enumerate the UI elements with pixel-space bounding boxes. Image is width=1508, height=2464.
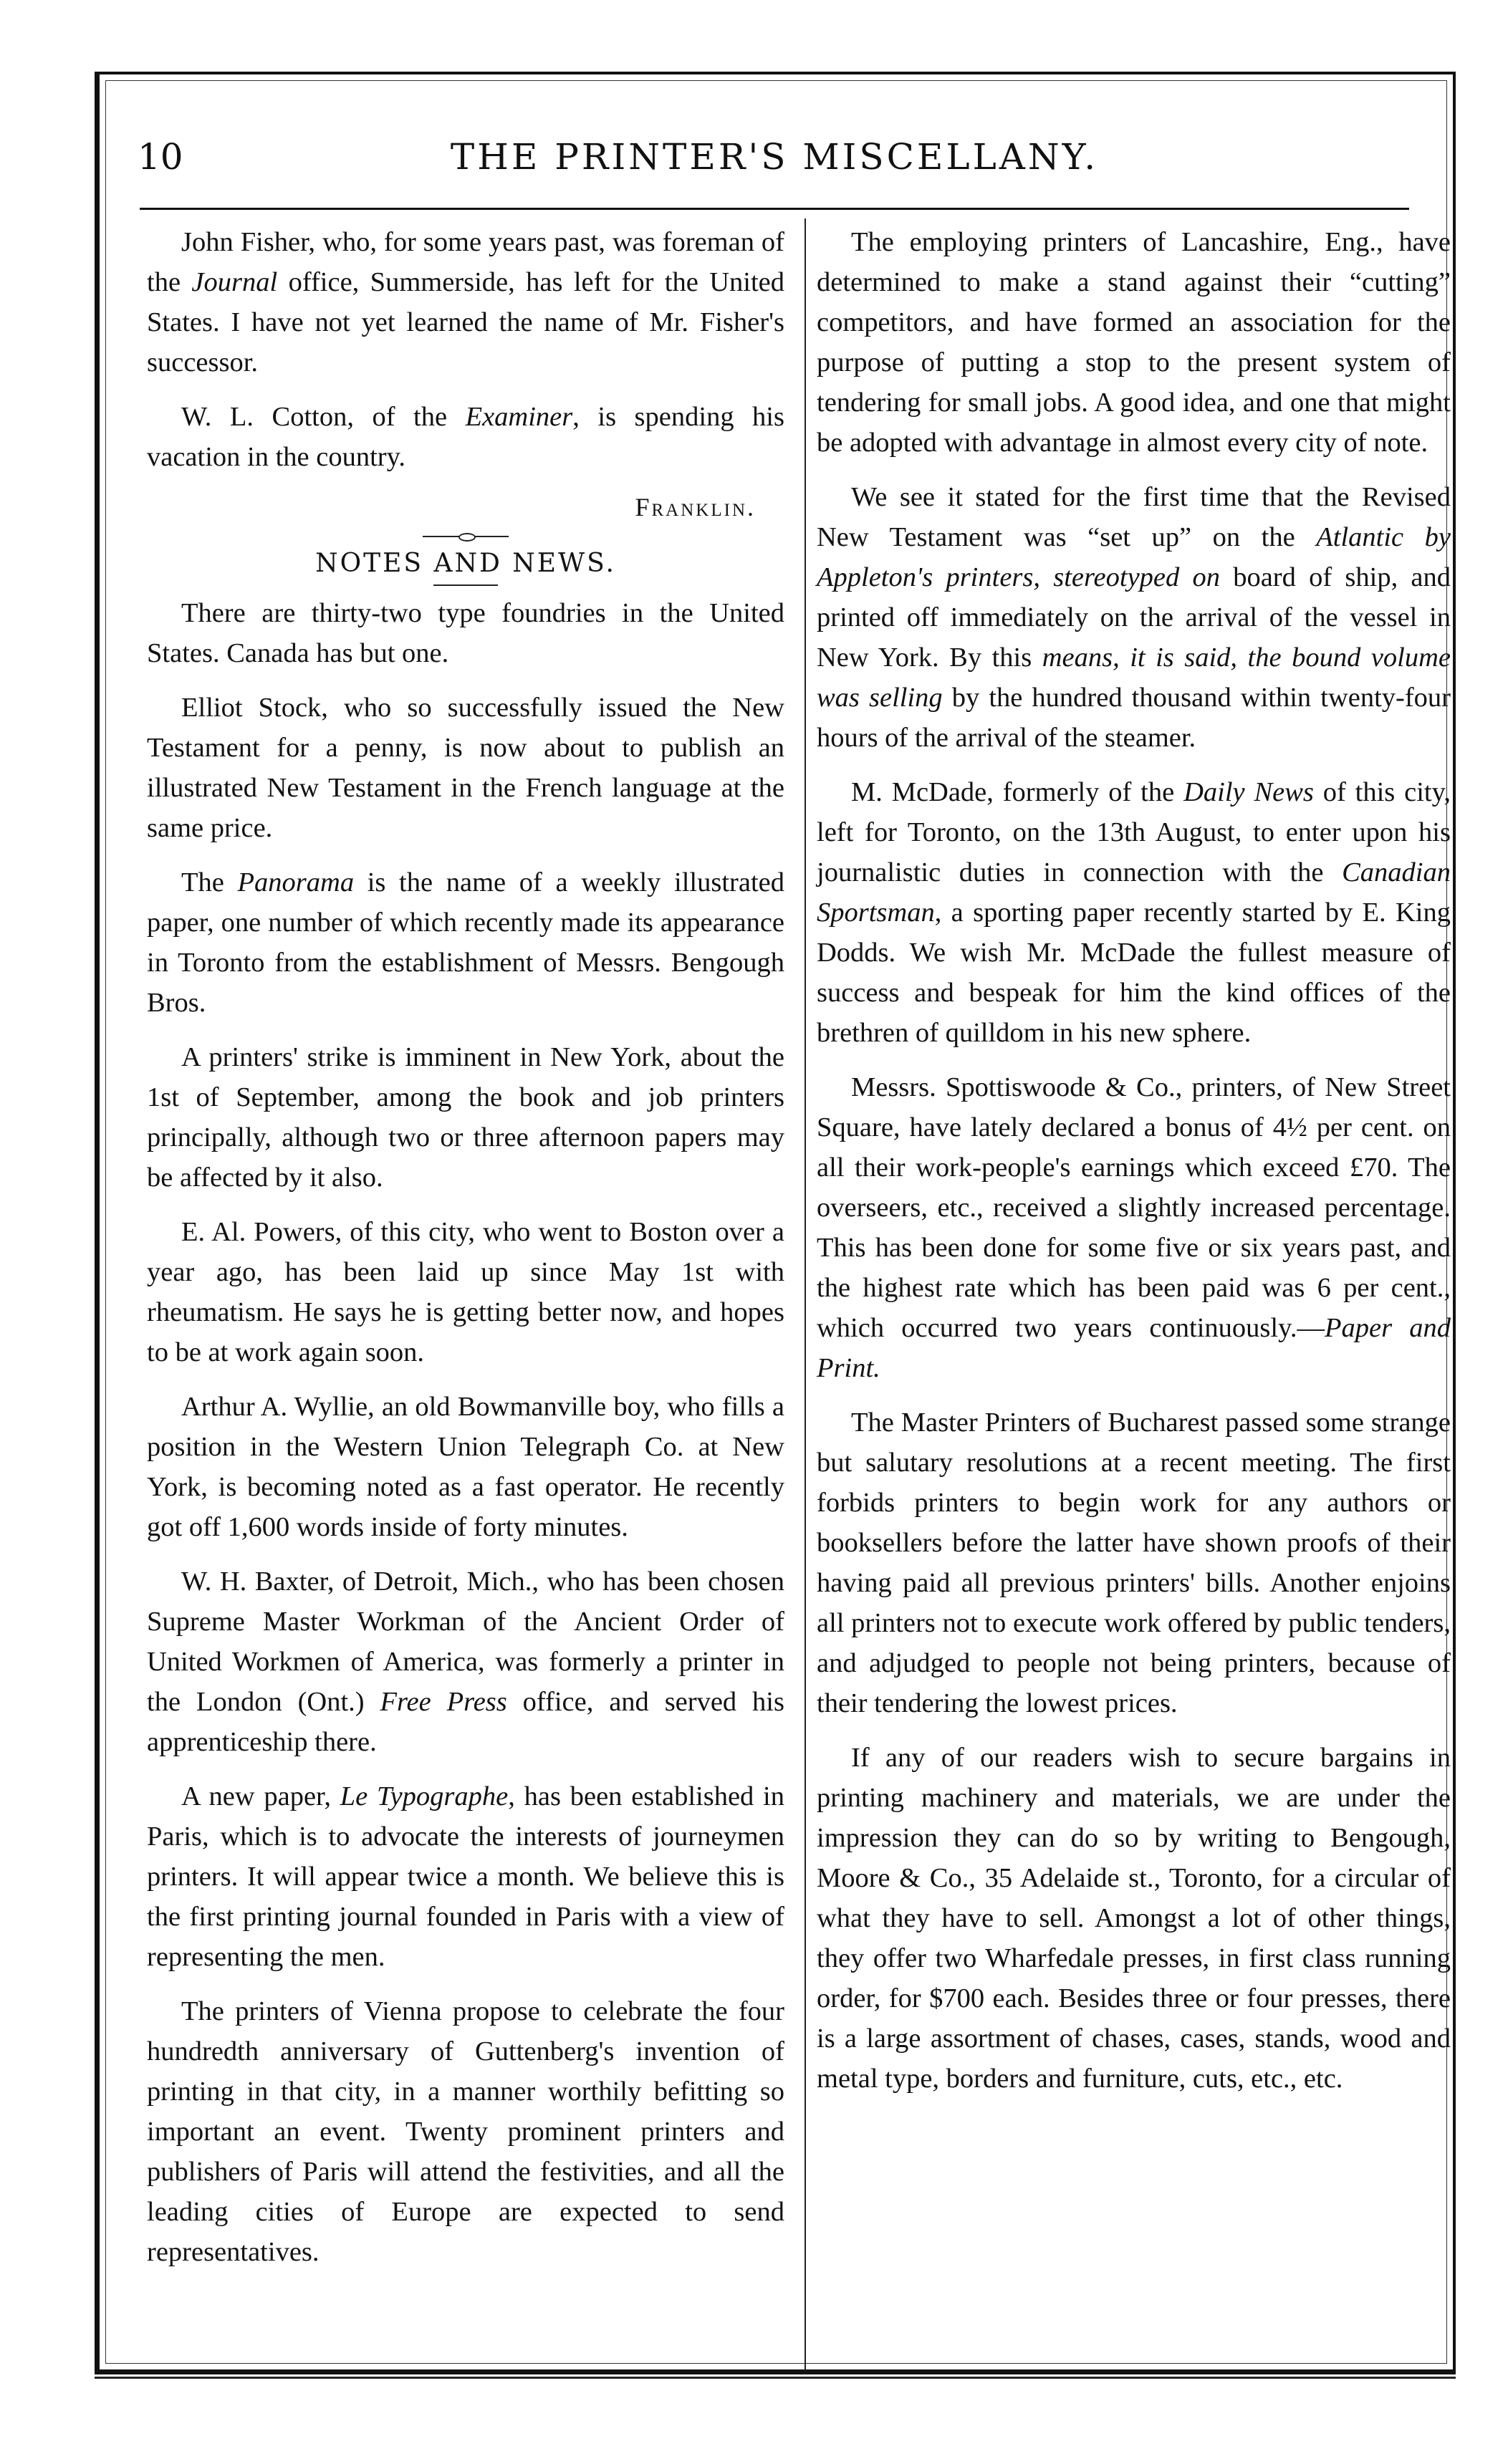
paragraph-vienna: The printers of Vienna propose to celebrate the four hundredth anniversary of Guttenberg's invention of printing in that city, in a manner worthily befitting so important an event. Twenty prominent printers and publishers of Paris will attend the festivities, and all the leading cities of Europe are expected to send representatives. — [147, 1996, 784, 2267]
paragraph-elliot-stock: Elliot Stock, who so successfully issued the New Testament for a penny, is now about to publish an illustrated New Testament in the French language at the same price. — [147, 693, 784, 843]
paragraph-bengough-bargains: If any of our readers wish to secure bargains in printing machinery and materials, we are under the impression they can do so by writing to Bengough, Moore & Co., 35 Adelaide st., Toronto, for a circular of what they have to sell. Amongst a lot of other things, they offer two Wharfedale presses, in first class running order, for $700 each. Besides three or four presses, there is a large assortment of chases, cases, stands, wood and metal type, borders and furniture, cuts, etc., etc. — [817, 1743, 1451, 2094]
paragraph-printers-strike: A printers' strike is imminent in New York, about the 1st of September, among the book and job printers principally, although two or three afternoon papers may be affected by it also. — [147, 1042, 784, 1193]
left-column — [147, 222, 784, 2286]
paragraph-type-foundries: There are thirty-two type foundries in the United States. Canada has but one. — [147, 598, 784, 668]
section-heading-notes-and-news: NOTES AND NEWS. — [315, 549, 616, 578]
paragraph-baxter: W. H. Baxter, of Detroit, Mich., who has been chosen Supreme Master Workman of the Ancient Order of United Workmen of America, was formerly a printer in the London (Ont.) Free Press office, and served his apprenticeship there. — [147, 1567, 784, 1757]
paragraph-cotton: W. L. Cotton, of the Examiner, is spending his vacation in the country. — [147, 402, 784, 472]
ornament-divider — [423, 531, 509, 542]
header-rule — [140, 208, 1409, 210]
page-number: 10 — [138, 136, 183, 178]
paragraph-lancashire: The employing printers of Lancashire, Eng., have determined to make a stand against their “cutting” competitors, and have formed an association for the purpose of putting a stop to the present system of tendering for small jobs. A good idea, and one that might be adopted with advantage in almost every city of note. — [817, 227, 1451, 458]
column-divider — [805, 218, 806, 2371]
paragraph-powers: E. Al. Powers, of this city, who went to Boston over a year ago, has been laid up since May 1st with rheumatism. He says he is getting better now, and hopes to be at work again soon. — [147, 1217, 784, 1367]
bottom-rule — [95, 2377, 1456, 2379]
paragraph-wyllie: Arthur A. Wyllie, an old Bowmanville boy, who fills a position in the Western Union Telegraph Co. at New York, is becoming noted as a fast operator. He recently got off 1,600 words inside of forty minutes. — [147, 1392, 784, 1542]
paragraph-panorama: The Panorama is the name of a weekly illustrated paper, one number of which recently made its appearance in Toronto from the establishment of Messrs. Bengough Bros. — [147, 867, 785, 1018]
signoff-franklin: Franklin. — [635, 493, 756, 521]
paragraph-john-fisher: John Fisher, who, for some years past, was foreman of the Journal office, Summerside, has left for the United States. I have not yet learned the name of Mr. Fisher's successor. — [147, 227, 784, 377]
right-column — [817, 222, 1451, 2113]
heading-rule — [433, 584, 498, 586]
paragraph-le-typographe: A new paper, Le Typographe, has been established in Paris, which is to advocate the interests of journeymen printers. It will appear twice a month. We believe this is the first printing journal founded in Paris with a view of representing the men. — [147, 1781, 785, 1972]
paragraph-bucharest: The Master Printers of Bucharest passed some strange but salutary resolutions at a recent meeting. The first forbids printers to begin work for any authors or booksellers before the latter have shown proofs of their having paid all previous printers' bills. Another enjoins all printers not to execute work offered by public tenders, and adjudged to people not being printers, because of their tendering the lowest prices. — [817, 1407, 1451, 1718]
page-header — [138, 116, 1411, 195]
paragraph-revised-testament: We see it stated for the first time that the Revised New Testament was “set up” on the Atlantic by Appleton's printers, stereotyped on board of ship, and printed off immediately on the arrival of the vessel in New York. By this means, it is said, the bound volume was selling by the hundred thousand within twenty-four hours of the arrival of the steamer. — [817, 482, 1451, 753]
paragraph-mcdade: M. McDade, formerly of the Daily News of this city, left for Toronto, on the 13th August, to enter upon his journalistic duties in connection with the Canadian Sportsman, a sporting paper recently started by E. King Dodds. We wish Mr. McDade the fullest measure of success and bespeak for him the kind offices of the brethren of quilldom in his new sphere. — [817, 777, 1451, 1048]
paragraph-spottiswoode: Messrs. Spottiswoode & Co., printers, of New Street Square, have lately declared a bonus of 4½ per cent. on all their work-people's earnings which exceed £70. The overseers, etc., received a slightly increased percentage. This has been done for some five or six years past, and the highest rate which has been paid was 6 per cent., which occurred two years continuously.—Paper and Print. — [817, 1072, 1451, 1383]
page-title: THE PRINTER'S MISCELLANY. — [450, 136, 1099, 178]
